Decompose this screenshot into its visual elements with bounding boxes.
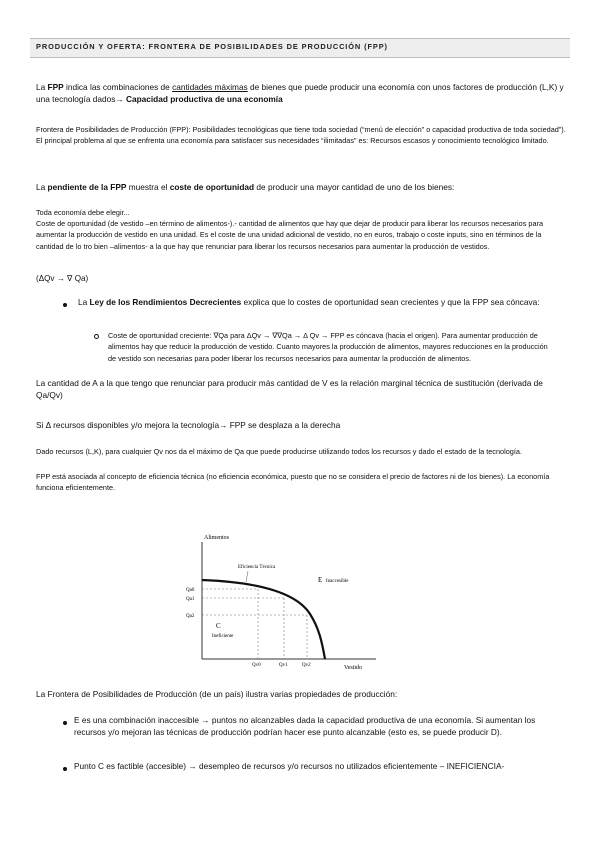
mrt-paragraph: La cantidad de A a la que tengo que renunciar para producir más cantidad de V es la relación marginal técnica de sustitución (derivada de Qa/Qv)	[36, 378, 543, 400]
ppf-curve	[202, 580, 325, 659]
point-e: E	[318, 576, 323, 584]
point-e-label: Inaccesible	[326, 579, 349, 584]
bullet-law-diminishing-returns: La Ley de los Rendimientos Decrecientes explica que lo costes de oportunidad sean crecientes y que la FPP sea cóncava:	[78, 297, 540, 307]
y-axis-label: Alimentos	[204, 535, 229, 541]
intro-paragraph: La FPP indica las combinaciones de cantidades máximas de bienes que puede producir una economía con unos factores de producción (L,K) y una tecnología dados→ Capacidad productiva de una economía	[36, 82, 564, 104]
efficiency-line-2: FPP está asociada al concepto de eficiencia técnica (no eficiencia económica, puesto que no se considera el precio de factores ni de los bienes). La economía funciona eficientemente.	[36, 472, 550, 493]
subbullet-increasing-cost: Coste de oportunidad creciente: ∇Qa para ΔQv → ∇∇Qa → Δ Qv → FPP es cóncava (hacia el origen). Para aumentar producción de alimentos hay que reducir la producción de vestido. Cuanto mayores la producción de alimentos, mayores reducciones en la producción de vestido son necesarias para poder liberar los recursos necesarios para aumentar la producción de alimentos.	[108, 331, 548, 363]
bullet-point-c: Punto C es factible (accesible) → desempleo de recursos y/o recursos no utilizados eficientemente – INEFICIENCIA-	[74, 761, 505, 771]
bullet-marker	[63, 721, 67, 725]
efficiency-line-1: Dado recursos (L,K), para cualquier Qv nos da el máximo de Qa que puede producirse utilizando todos los recursos y dado el estado de la tecnología.	[36, 447, 522, 456]
ppf-chart	[176, 530, 386, 672]
y-tick-qa0: Qa0	[186, 588, 195, 593]
point-c-label: Ineficiente	[212, 634, 234, 639]
slope-paragraph: La pendiente de la FPP muestra el coste de oportunidad de producir una mayor cantidad de uno de los bienes:	[36, 182, 455, 192]
point-c: C	[216, 622, 221, 630]
summary-paragraph: La Frontera de Posibilidades de Producción (de un país) ilustra varias propiedades de producción:	[36, 689, 398, 699]
x-tick-qv0: Qv0	[252, 663, 261, 668]
choose-heading: Toda economía debe elegir...	[36, 208, 130, 217]
x-tick-qv2: Qv2	[302, 663, 311, 668]
opportunity-cost-paragraph: Coste de oportunidad (de vestido –en término de alimentos-).- cantidad de alimentos que hay que dejar de producir para liberar los recursos necesarios para aumentar la producción de vestido en una unidad. Es el coste de una unidad adicional de vestido, no en euros, trabajo o coste inputs, sino en términos de la cantidad de lo tro bien –alimentos- a la que hay que renunciar para liberar los recursos necesarios para aumentar la producción de vestidos.	[36, 219, 544, 251]
shift-paragraph: Si Δ recursos disponibles y/o mejora la tecnología→ FPP se desplaza a la derecha	[36, 420, 341, 430]
x-tick-qv1: Qv1	[279, 663, 288, 668]
curve-label-leader	[246, 571, 248, 582]
definition-paragraph: Frontera de Posibilidades de Producción (FPP): Posibilidades tecnológicas que tiene toda sociedad (“menú de elección” o capacidad productiva de toda sociedad”). El principal problema al que se enfrenta una economía para satisfacer sus necesidades “ilimitadas” es: Recursos escasos y conocimiento tecnológico limitado.	[36, 125, 566, 146]
section-title: PRODUCCIÓN Y OFERTA: FRONTERA DE POSIBILIDADES DE PRODUCCIÓN (FPP)	[36, 42, 388, 51]
y-tick-qa2: Qa2	[186, 614, 195, 619]
bullet-marker	[63, 303, 67, 307]
x-axis-label: Vestido	[344, 665, 362, 671]
y-tick-qa1: Qa1	[186, 597, 195, 602]
bullet-marker	[63, 767, 67, 771]
curve-label: Eficiencia Técnica	[238, 565, 276, 570]
section-header	[30, 38, 570, 58]
subbullet-marker	[94, 334, 99, 339]
bullet-point-e: E es una combinación inaccesible → puntos no alcanzables dada la capacidad productiva de una economía. Si aumentan los recursos y/o mejoran las técnicas de producción podrían hacer ese punto alcanzable (esto es, se puede producir D).	[74, 715, 536, 737]
formula: (ΔQv → ∇ Qa)	[36, 274, 89, 283]
